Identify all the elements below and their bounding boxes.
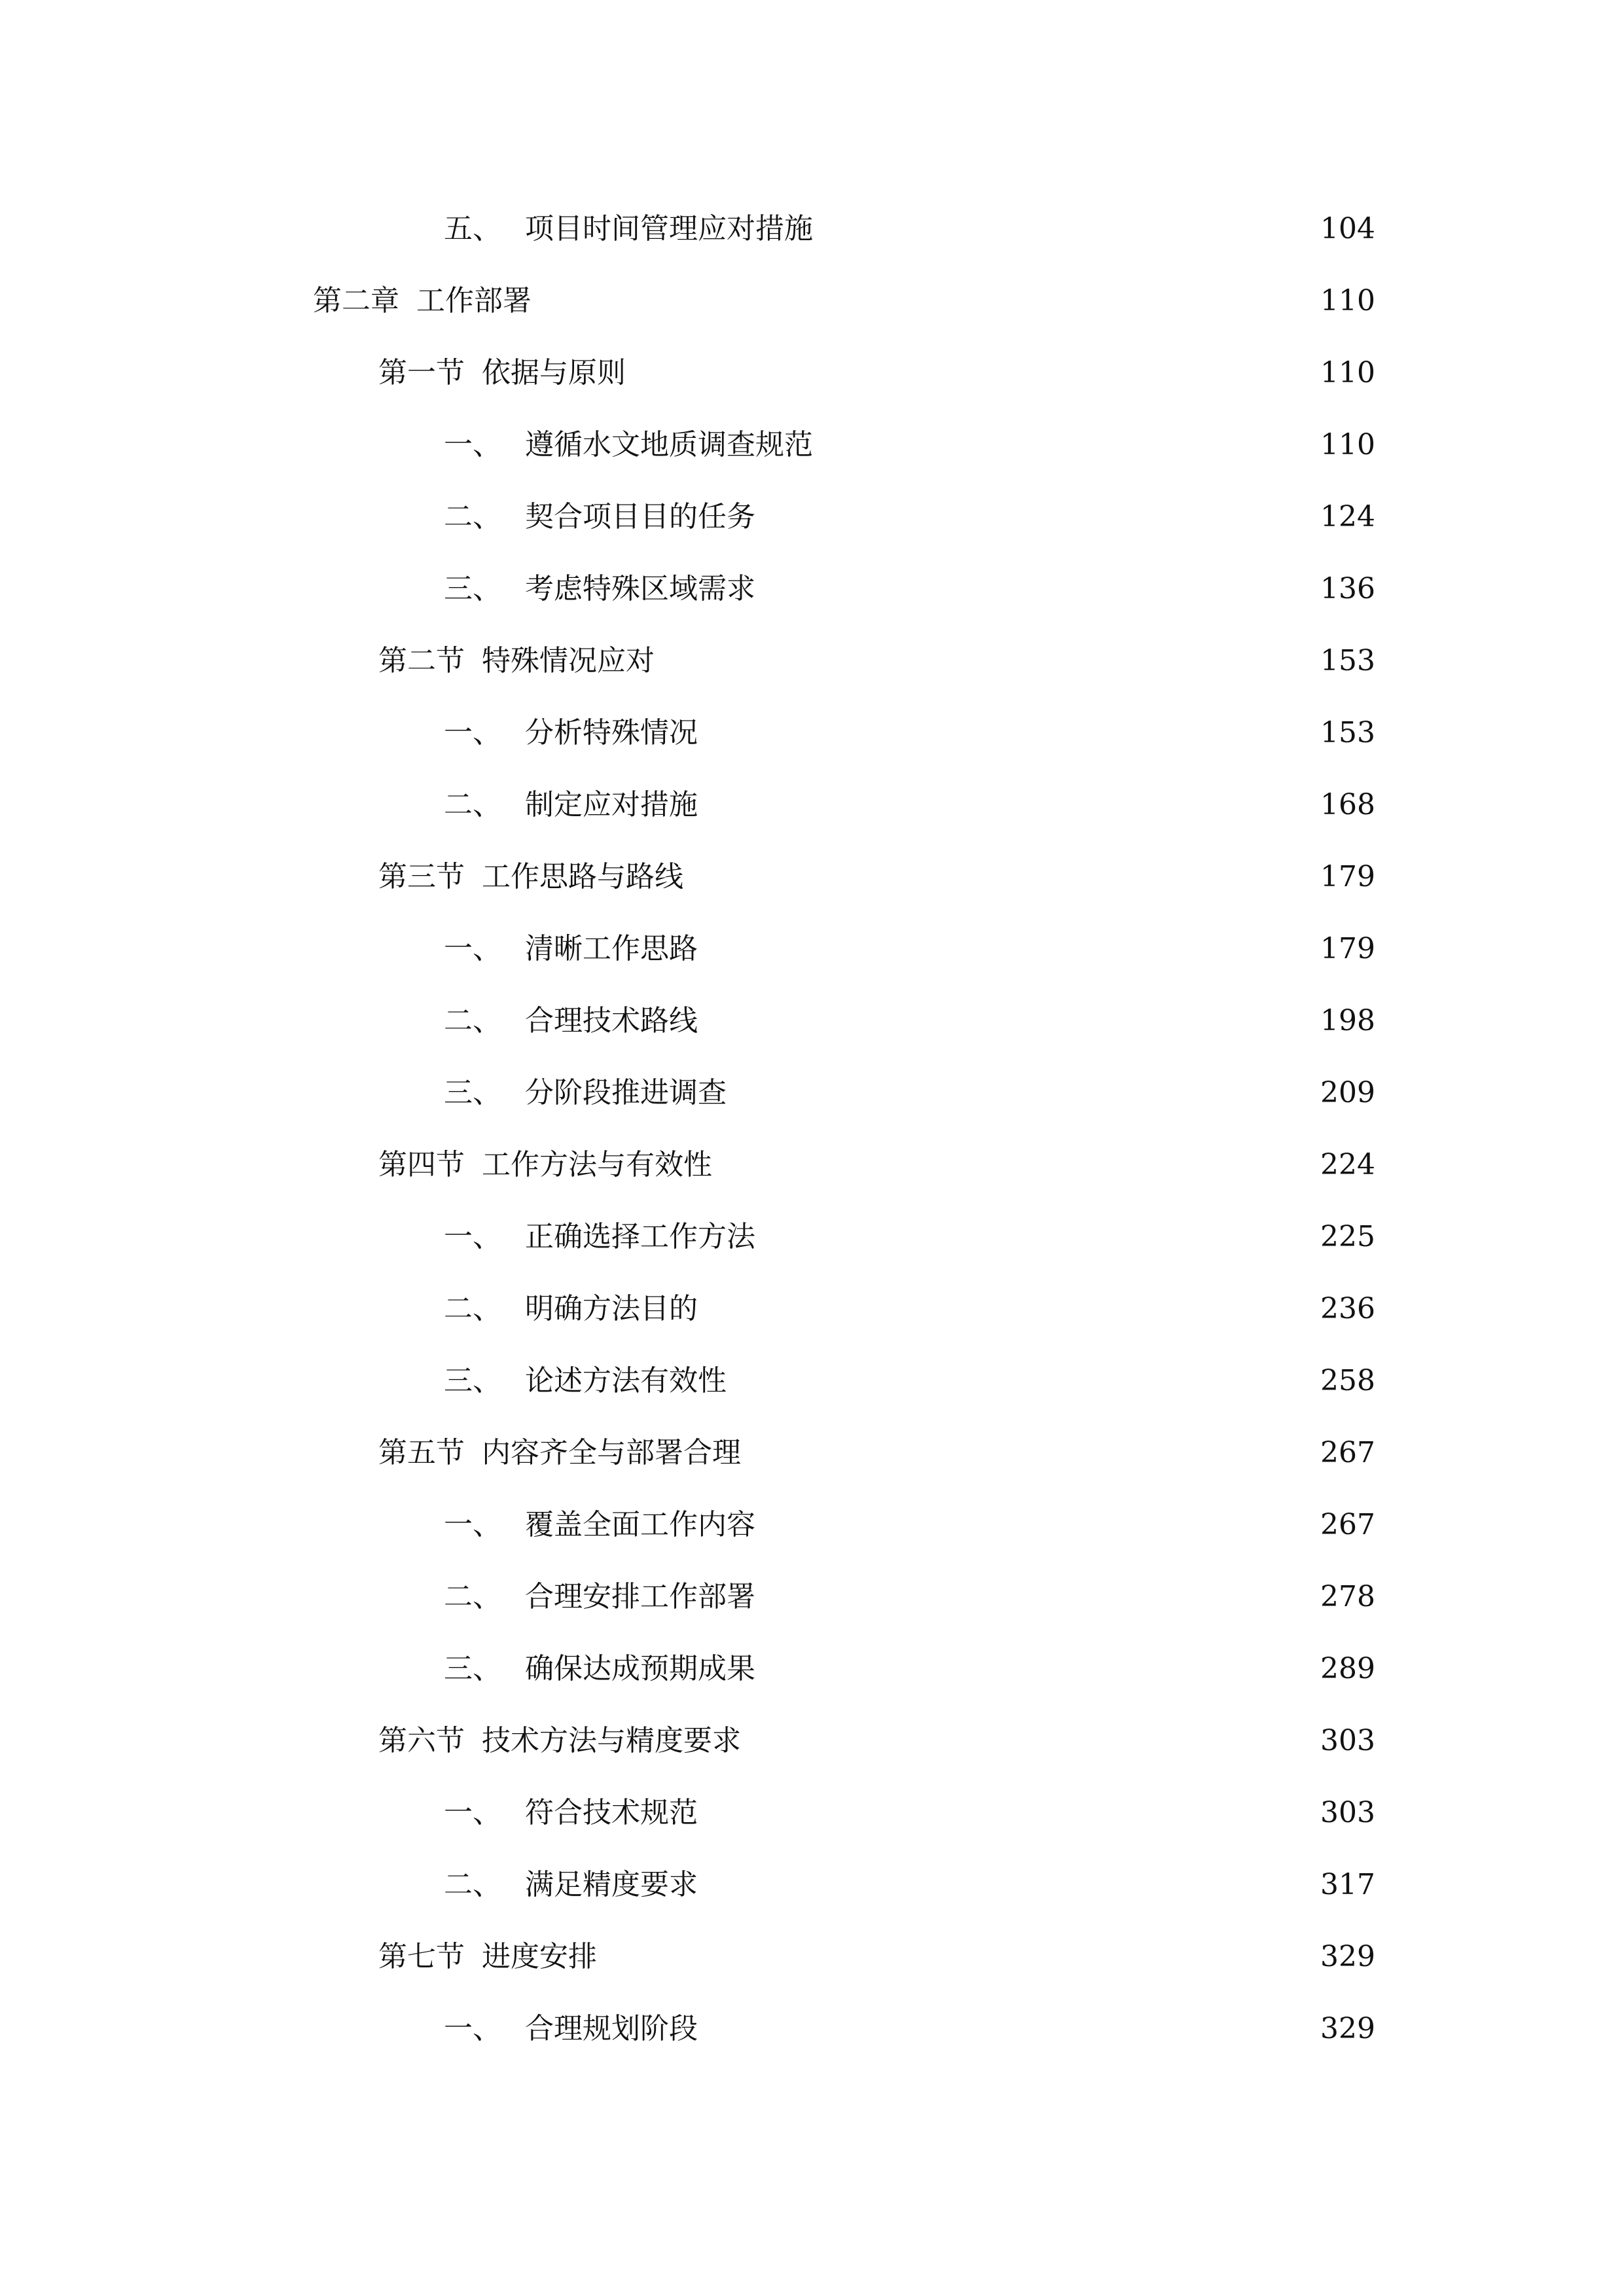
toc-page-number: 317 — [1320, 1868, 1375, 1901]
toc-page-number: 224 — [1320, 1148, 1375, 1181]
toc-title: 分阶段推进调查 — [525, 1076, 727, 1109]
toc-page-number: 153 — [1320, 644, 1375, 677]
toc-entry[interactable] — [378, 854, 1375, 900]
dot-leader — [751, 1718, 1310, 1764]
toc-page-number: 289 — [1320, 1652, 1375, 1685]
toc-entry[interactable] — [444, 1070, 1375, 1116]
toc-entry[interactable] — [444, 422, 1375, 468]
toc-page-number: 153 — [1320, 716, 1375, 749]
toc-prefix: 第三节 — [378, 860, 465, 893]
toc-entry[interactable] — [378, 1430, 1375, 1476]
toc-page-number: 278 — [1320, 1580, 1375, 1613]
dot-leader — [766, 1574, 1310, 1620]
toc-page-number: 225 — [1320, 1220, 1375, 1253]
toc-title: 项目时间管理应对措施 — [525, 212, 813, 245]
toc-entry[interactable] — [444, 566, 1375, 612]
toc-title: 合理技术路线 — [525, 1004, 698, 1037]
toc-prefix: 二、 — [444, 500, 501, 533]
toc-entry[interactable] — [378, 1934, 1375, 1980]
dot-leader — [708, 1862, 1310, 1908]
toc-title: 符合技术规范 — [525, 1796, 698, 1829]
toc-entry[interactable] — [444, 1646, 1375, 1692]
toc-prefix: 第五节 — [378, 1436, 465, 1469]
toc-prefix: 三、 — [444, 572, 501, 605]
toc-title: 明确方法目的 — [525, 1292, 698, 1325]
toc-title: 工作部署 — [416, 284, 532, 317]
toc-entry[interactable] — [444, 2006, 1375, 2052]
toc-entry[interactable] — [378, 350, 1375, 396]
toc-prefix: 第六节 — [378, 1724, 465, 1757]
toc-title: 契合项目目的任务 — [525, 500, 755, 533]
toc-entry[interactable] — [378, 1142, 1375, 1188]
toc-title: 确保达成预期成果 — [525, 1652, 755, 1685]
toc-page-number: 179 — [1320, 860, 1375, 893]
toc-prefix: 二、 — [444, 1004, 501, 1037]
toc-entry[interactable] — [444, 1214, 1375, 1260]
toc-page-number: 258 — [1320, 1364, 1375, 1397]
dot-leader — [607, 1934, 1310, 1980]
toc-page-number: 329 — [1320, 2012, 1375, 2045]
toc-entry[interactable] — [444, 1862, 1375, 1908]
toc-entry[interactable] — [313, 278, 1375, 324]
dot-leader — [766, 1502, 1310, 1548]
toc-prefix: 二、 — [444, 788, 501, 821]
toc-title: 合理安排工作部署 — [525, 1580, 755, 1613]
dot-leader — [823, 206, 1310, 252]
toc-title: 论述方法有效性 — [525, 1364, 727, 1397]
toc-entry[interactable] — [444, 1790, 1375, 1836]
toc-page-number: 329 — [1320, 1940, 1375, 1973]
toc-page-number: 110 — [1320, 284, 1375, 317]
toc-title: 正确选择工作方法 — [525, 1220, 755, 1253]
toc-page-number: 236 — [1320, 1292, 1375, 1325]
toc-title: 合理规划阶段 — [525, 2012, 698, 2045]
dot-leader — [708, 1790, 1310, 1836]
toc-prefix: 一、 — [444, 716, 501, 749]
toc-prefix: 二、 — [444, 1580, 501, 1613]
dot-leader — [766, 494, 1310, 540]
toc-page-number: 179 — [1320, 932, 1375, 965]
dot-leader — [708, 710, 1310, 756]
toc-title: 工作思路与路线 — [482, 860, 683, 893]
toc-page-number: 104 — [1320, 212, 1375, 245]
toc-entry[interactable] — [444, 1502, 1375, 1548]
toc-prefix: 二、 — [444, 1292, 501, 1325]
dot-leader — [708, 782, 1310, 828]
toc-page-number: 110 — [1320, 356, 1375, 389]
toc-entry[interactable] — [444, 494, 1375, 540]
toc-prefix: 第七节 — [378, 1940, 465, 1973]
toc-entry[interactable] — [444, 1358, 1375, 1404]
dot-leader — [708, 2006, 1310, 2052]
toc-page-number: 136 — [1320, 572, 1375, 605]
toc-prefix: 三、 — [444, 1364, 501, 1397]
toc-prefix: 第四节 — [378, 1148, 465, 1181]
toc-title: 考虑特殊区域需求 — [525, 572, 755, 605]
toc-prefix: 五、 — [444, 212, 501, 245]
dot-leader — [723, 1142, 1310, 1188]
toc-page-number: 110 — [1320, 428, 1375, 461]
dot-leader — [766, 1214, 1310, 1260]
dot-leader — [542, 278, 1310, 324]
dot-leader — [751, 1430, 1310, 1476]
toc-entry[interactable] — [444, 1574, 1375, 1620]
toc-entry[interactable] — [444, 998, 1375, 1044]
toc-page-number: 267 — [1320, 1508, 1375, 1541]
toc-page-number: 168 — [1320, 788, 1375, 821]
toc-entry[interactable] — [444, 1286, 1375, 1332]
dot-leader — [708, 926, 1310, 972]
toc-entry[interactable] — [444, 926, 1375, 972]
dot-leader — [737, 1358, 1310, 1404]
toc-entry[interactable] — [378, 638, 1375, 684]
toc-title: 制定应对措施 — [525, 788, 698, 821]
toc-prefix: 一、 — [444, 1508, 501, 1541]
toc-entry[interactable] — [444, 782, 1375, 828]
dot-leader — [708, 1286, 1310, 1332]
dot-leader — [708, 998, 1310, 1044]
dot-leader — [766, 1646, 1310, 1692]
toc-prefix: 第二章 — [313, 284, 399, 317]
dot-leader — [823, 422, 1310, 468]
toc-prefix: 一、 — [444, 1220, 501, 1253]
toc-title: 进度安排 — [482, 1940, 597, 1973]
toc-prefix: 第一节 — [378, 356, 465, 389]
toc-title: 依据与原则 — [482, 356, 626, 389]
toc-prefix: 一、 — [444, 932, 501, 965]
dot-leader — [694, 854, 1310, 900]
toc-title: 满足精度要求 — [525, 1868, 698, 1901]
toc-prefix: 三、 — [444, 1652, 501, 1685]
toc-title: 工作方法与有效性 — [482, 1148, 712, 1181]
toc-prefix: 三、 — [444, 1076, 501, 1109]
toc-prefix: 一、 — [444, 428, 501, 461]
toc-prefix: 二、 — [444, 1868, 501, 1901]
dot-leader — [737, 1070, 1310, 1116]
toc-title: 特殊情况应对 — [482, 644, 655, 677]
toc-title: 技术方法与精度要求 — [482, 1724, 741, 1757]
toc-page-number: 209 — [1320, 1076, 1375, 1109]
toc-prefix: 一、 — [444, 1796, 501, 1829]
dot-leader — [636, 350, 1310, 396]
dot-leader — [665, 638, 1310, 684]
toc-page-number: 124 — [1320, 500, 1375, 533]
toc-page-number: 303 — [1320, 1796, 1375, 1829]
toc-title: 分析特殊情况 — [525, 716, 698, 749]
toc-prefix: 第二节 — [378, 644, 465, 677]
toc-title: 覆盖全面工作内容 — [525, 1508, 755, 1541]
toc-entry[interactable] — [378, 1718, 1375, 1764]
toc-page-number: 267 — [1320, 1436, 1375, 1469]
toc-entry[interactable] — [444, 206, 1375, 252]
toc-page-number: 198 — [1320, 1004, 1375, 1037]
toc-entry[interactable] — [444, 710, 1375, 756]
dot-leader — [766, 566, 1310, 612]
toc-page-number: 303 — [1320, 1724, 1375, 1757]
toc-title: 遵循水文地质调查规范 — [525, 428, 813, 461]
toc-prefix: 一、 — [444, 2012, 501, 2045]
toc-title: 清晰工作思路 — [525, 932, 698, 965]
toc-title: 内容齐全与部署合理 — [482, 1436, 741, 1469]
